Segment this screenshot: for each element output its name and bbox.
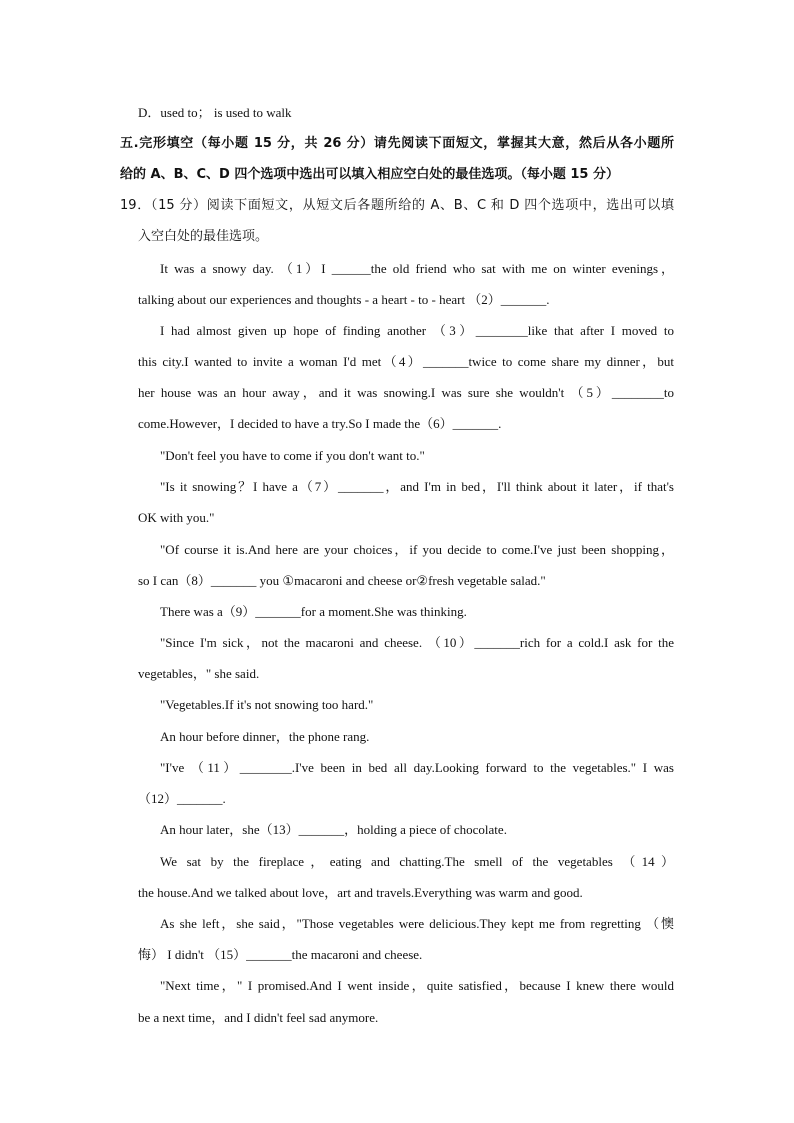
passage-line: vegetables，" she said. [138,666,260,681]
passage-line: "Next time，" I promised.And I went inside，quite satisfied，because I knew there would [160,978,674,993]
passage-line: It was a snowy day. （1）I ______the old friend who sat with me on winter evenings， [160,261,674,276]
passage-line: "Of course it is.And here are your choices，if you decide to come.I've just been shopping， [160,542,674,557]
passage-line: her house was an hour away，and it was snowing.I was sure she wouldn't （5）________to [138,385,674,400]
question-19-instruction: 19．（15 分）阅读下面短文，从短文后各题所给的 A、B、C 和 D 四个选项中，选出可以填 [120,198,674,213]
passage-line: There was a（9）_______for a moment.She was thinking. [160,604,467,619]
section-heading-continued: 给的 A、B、C、D 四个选项中选出可以填入相应空白处的最佳选项。（每小题 15 分） [120,167,619,182]
passage-line: OK with you." [138,510,215,525]
passage-line: An hour before dinner，the phone rang. [160,729,370,744]
question-19-instruction-continued: 入空白处的最佳选项。 [138,229,269,244]
passage-line: "Vegetables.If it's not snowing too hard." [160,697,374,712]
passage-line: the house.And we talked about love，art and travels.Everything was warm and good. [138,885,583,900]
passage-line: talking about our experiences and thoughts - a heart - to - heart （2）_______. [138,292,550,307]
passage-line: （12）_______. [138,791,226,806]
passage-line: "Is it snowing？I have a（7）_______，and I'm in bed，I'll think about it later，if that's [160,479,674,494]
passage-line: We sat by the fireplace，eating and chatting.The smell of the vegetables （14） [160,854,674,869]
passage-line: As she left，she said，"Those vegetables were delicious.They kept me from regretting （懊 [160,916,674,931]
passage-line: "Don't feel you have to come if you don't want to." [160,448,425,463]
passage-line: I had almost given up hope of finding another （3）________like that after I moved to [160,323,674,338]
passage-line: come.However，I decided to have a try.So I made the（6）_______. [138,416,502,431]
passage-line: An hour later，she（13）_______，holding a piece of chocolate. [160,822,507,837]
section-heading: 五.完形填空（每小题 15 分，共 26 分）请先阅读下面短文，掌握其大意，然后从各小题所 [120,136,674,151]
passage-line: "Since I'm sick，not the macaroni and cheese. （10）_______rich for a cold.I ask for the [160,635,674,650]
passage-line: "I've （11）________.I've been in bed all day.Looking forward to the vegetables." I was [160,760,674,775]
passage-line: be a next time，and I didn't feel sad anymore. [138,1010,379,1025]
option-d: D．used to； is used to walk [138,105,292,120]
passage-line: this city.I wanted to invite a woman I'd met（4）_______twice to come share my dinner，but [138,354,674,369]
passage-line: 悔） I didn't （15）_______the macaroni and cheese. [138,947,423,962]
passage-line: so I can（8）_______ you ①macaroni and cheese or②fresh vegetable salad." [138,573,546,588]
